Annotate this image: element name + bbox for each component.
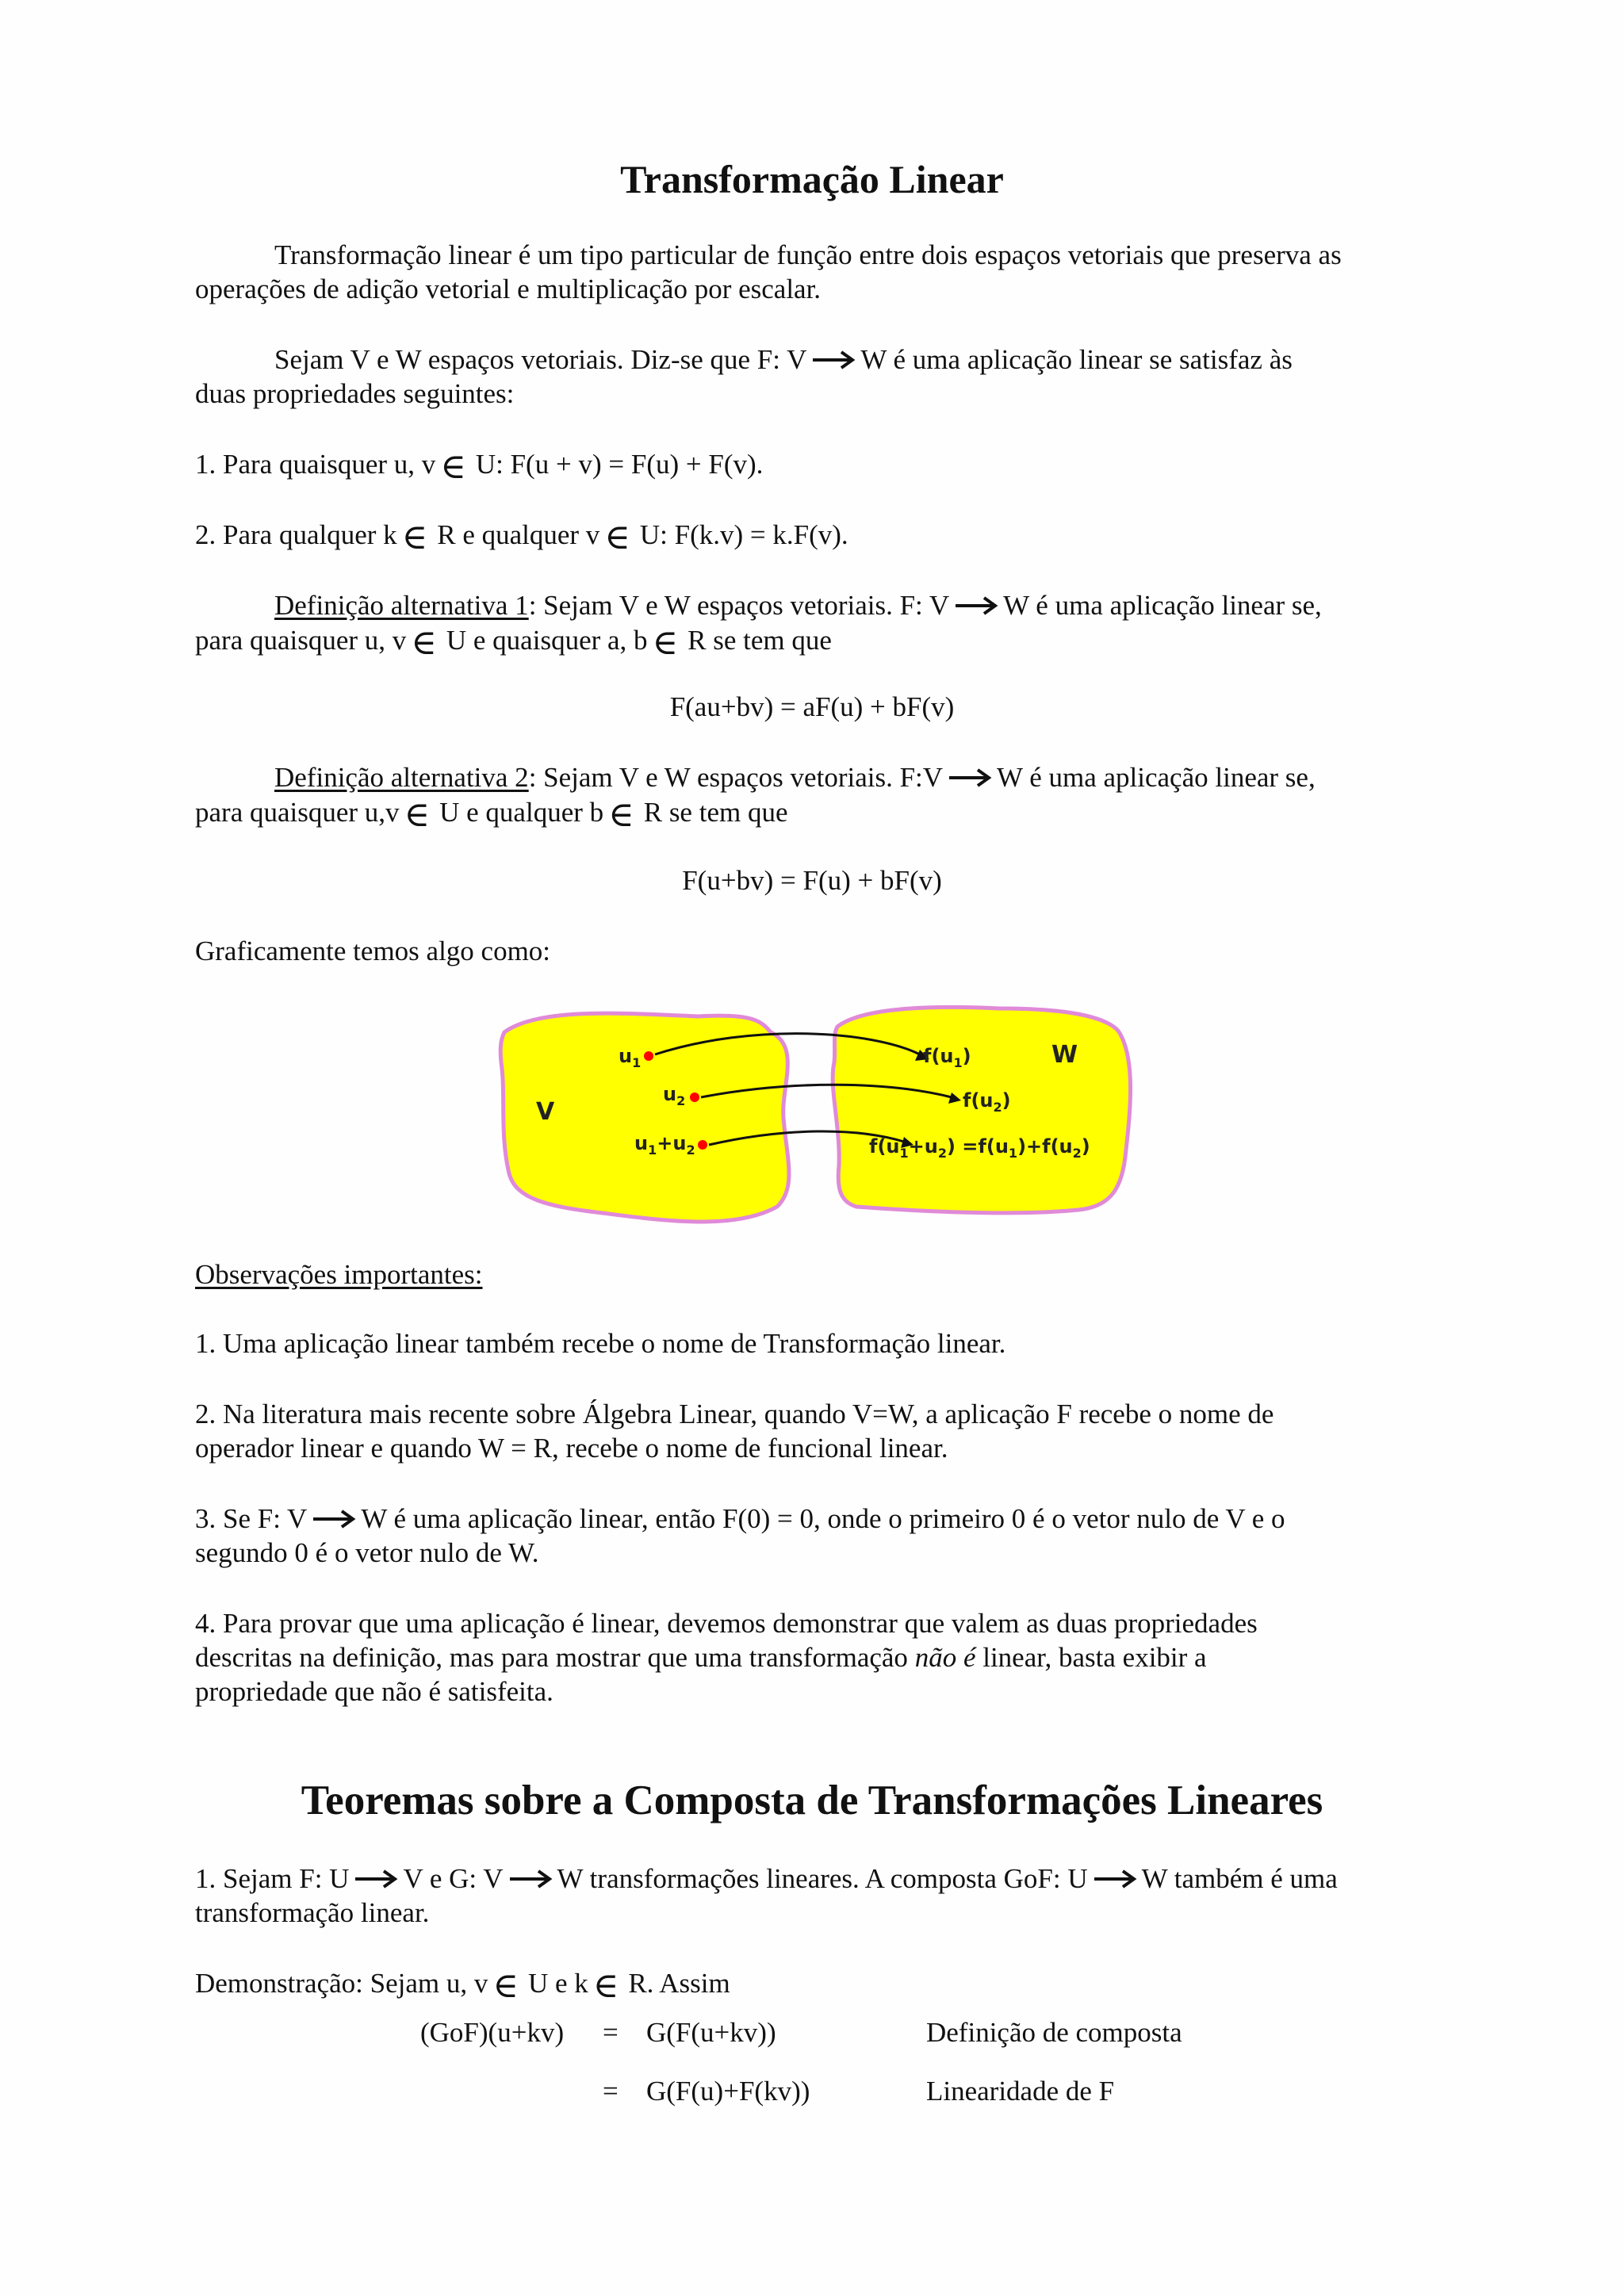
demonstration-text-a: Demonstração: Sejam u, v (195, 1968, 488, 1999)
arrow-icon (354, 1869, 400, 1889)
proof-row-2-note: Linearidade de F (926, 2076, 1115, 2107)
diagram-label-W: W (1051, 1041, 1078, 1069)
alt-definition-1-label: Definição alternativa 1 (274, 590, 529, 621)
demonstration-text-c: R. Assim (628, 1968, 730, 1999)
alt-definition-1-formula: F(au+bv) = aF(u) + bF(v) (669, 691, 955, 722)
alt-definition-2-text-b: W é uma aplicação linear se, (997, 762, 1316, 793)
point-u1 (644, 1051, 653, 1061)
demonstration-intro (195, 1965, 730, 2005)
observation-3-line-1 (195, 1501, 1285, 1536)
observation-3-text-a: 3. Se F: V (195, 1503, 308, 1534)
property-2-text-a: 2. Para qualquer k (195, 519, 397, 550)
definition-line-1 (274, 342, 1293, 377)
linear-map-diagram (492, 999, 1142, 1229)
theorem-1-line-1 (195, 1861, 1338, 1896)
diagram-label-u2: $u_2$ (663, 1083, 686, 1108)
property-1-text-a: 1. Para quaisquer u, v (195, 449, 436, 480)
diagram-label-u1-plus-u2: $u_1+u_2$ (634, 1132, 695, 1158)
alt-definition-2-text-c: para quaisquer u,v (195, 797, 400, 828)
observation-1: 1. Uma aplicação linear também recebe o nome de Transformação linear. (195, 1328, 1006, 1359)
observation-2-line-1: 2. Na literatura mais recente sobre Álgebra Linear, quando V=W, a aplicação F recebe o nome de (195, 1399, 1274, 1429)
point-u1-plus-u2 (698, 1140, 707, 1150)
observation-4-emphasis: não é (914, 1642, 976, 1673)
property-2 (195, 517, 848, 557)
observation-4-text-post: linear, basta exibir a (982, 1642, 1207, 1673)
element-of-icon: ∈ (411, 623, 437, 662)
element-of-icon: ∈ (404, 795, 431, 834)
alt-definition-1-line-2 (195, 622, 832, 662)
graph-intro: Graficamente temos algo como: (195, 936, 551, 966)
arrow-icon (1093, 1869, 1139, 1889)
observation-4-line-2 (195, 1640, 1207, 1675)
theorem-1-line-2: transformação linear. (195, 1897, 430, 1928)
observation-4-line-3: propriedade que não é satisfeita. (195, 1676, 553, 1707)
point-u2 (690, 1093, 699, 1102)
theorem-1-text-a: 1. Sejam F: U (195, 1863, 350, 1894)
element-of-icon: ∈ (592, 1966, 619, 2005)
demonstration-text-b: U e k (527, 1968, 588, 1999)
diagram-label-f-u1: $f(u_1)$ (923, 1045, 971, 1070)
definition-text-b: W é uma aplicação linear se satisfaz às (860, 344, 1293, 375)
alt-definition-2-text-a: : Sejam V e W espaços vetoriais. F:V (528, 762, 944, 793)
arrow-icon (954, 595, 1000, 616)
property-2-text-b: R e qualquer v (437, 519, 600, 550)
diagram-label-u1: $u_1$ (619, 1045, 642, 1070)
intro-line-2: operações de adição vetorial e multiplicação por escalar. (195, 274, 822, 304)
alt-definition-2-formula: F(u+bv) = F(u) + bF(v) (682, 865, 942, 896)
observation-4-text-pre: descritas na definição, mas para mostrar que uma transformação (195, 1642, 908, 1673)
element-of-icon: ∈ (492, 1966, 519, 2005)
alt-definition-1-line-1 (274, 587, 1322, 623)
arrow-icon (312, 1509, 358, 1529)
element-of-icon: ∈ (608, 795, 634, 834)
alt-definition-2-line-1 (274, 760, 1316, 795)
section-title-composition: Teoremas sobre a Composta de Transformações Lineares (301, 1777, 1323, 1823)
property-2-text-c: U: F(k.v) = k.F(v). (639, 519, 848, 550)
arrow-icon (948, 767, 994, 788)
observation-3-text-b: W é uma aplicação linear, então F(0) = 0, onde o primeiro 0 é o vetor nulo de V e o (361, 1503, 1285, 1534)
definition-line-2: duas propriedades seguintes: (195, 378, 515, 409)
arrow-icon (508, 1869, 554, 1889)
alt-definition-2-line-2 (195, 794, 788, 834)
observation-3-line-2: segundo 0 é o vetor nulo de W. (195, 1537, 539, 1568)
diagram-label-f-sum: $f(u_1+u_2) =f(u_1)+f(u_2)$ (869, 1135, 1090, 1161)
alt-definition-1-text-b: W é uma aplicação linear se, (1003, 590, 1322, 621)
element-of-icon: ∈ (652, 623, 679, 662)
arrow-icon (811, 350, 857, 370)
proof-row-1-lhs: (GoF)(u+kv) (420, 2017, 565, 2048)
element-of-icon: ∈ (401, 518, 428, 557)
intro-line-1: Transformação linear é um tipo particular de função entre dois espaços vetoriais que preserva as (274, 239, 1342, 270)
observations-title: Observações importantes: (195, 1259, 483, 1290)
proof-row-1-note: Definição de composta (926, 2017, 1182, 2048)
property-1 (195, 446, 764, 486)
proof-row-1-rhs: G(F(u+kv)) (646, 2017, 776, 2048)
observation-4-line-1: 4. Para provar que uma aplicação é linear, devemos demonstrar que valem as duas propriedades (195, 1608, 1258, 1639)
alt-definition-2-text-d: U e qualquer b (439, 797, 604, 828)
diagram-label-f-u2: $f(u_2)$ (963, 1089, 1011, 1115)
alt-definition-1-text-e: R se tem que (688, 625, 832, 656)
observation-2-line-2: operador linear e quando W = R, recebe o nome de funcional linear. (195, 1433, 948, 1464)
alt-definition-2-label: Definição alternativa 2 (274, 762, 529, 793)
proof-row-2-rhs: G(F(u)+F(kv)) (646, 2076, 810, 2107)
alt-definition-1-text-d: U e quaisquer a, b (446, 625, 648, 656)
page-title: Transformação Linear (620, 157, 1004, 201)
element-of-icon: ∈ (604, 518, 630, 557)
theorem-1-text-b: V e G: V (403, 1863, 504, 1894)
proof-row-1-equals: = (603, 2017, 619, 2048)
proof-row-2-equals: = (603, 2076, 619, 2107)
alt-definition-2-text-e: R se tem que (643, 797, 788, 828)
alt-definition-1-text-a: : Sejam V e W espaços vetoriais. F: V (528, 590, 950, 621)
property-1-text-b: U: F(u + v) = F(u) + F(v). (475, 449, 764, 480)
theorem-1-text-d: W também é uma (1141, 1863, 1338, 1894)
definition-text-a: Sejam V e W espaços vetoriais. Diz-se que F: V (274, 344, 807, 375)
element-of-icon: ∈ (440, 447, 466, 486)
alt-definition-1-text-c: para quaisquer u, v (195, 625, 407, 656)
theorem-1-text-c: W transformações lineares. A composta GoF: U (557, 1863, 1088, 1894)
diagram-label-V: V (536, 1098, 555, 1126)
